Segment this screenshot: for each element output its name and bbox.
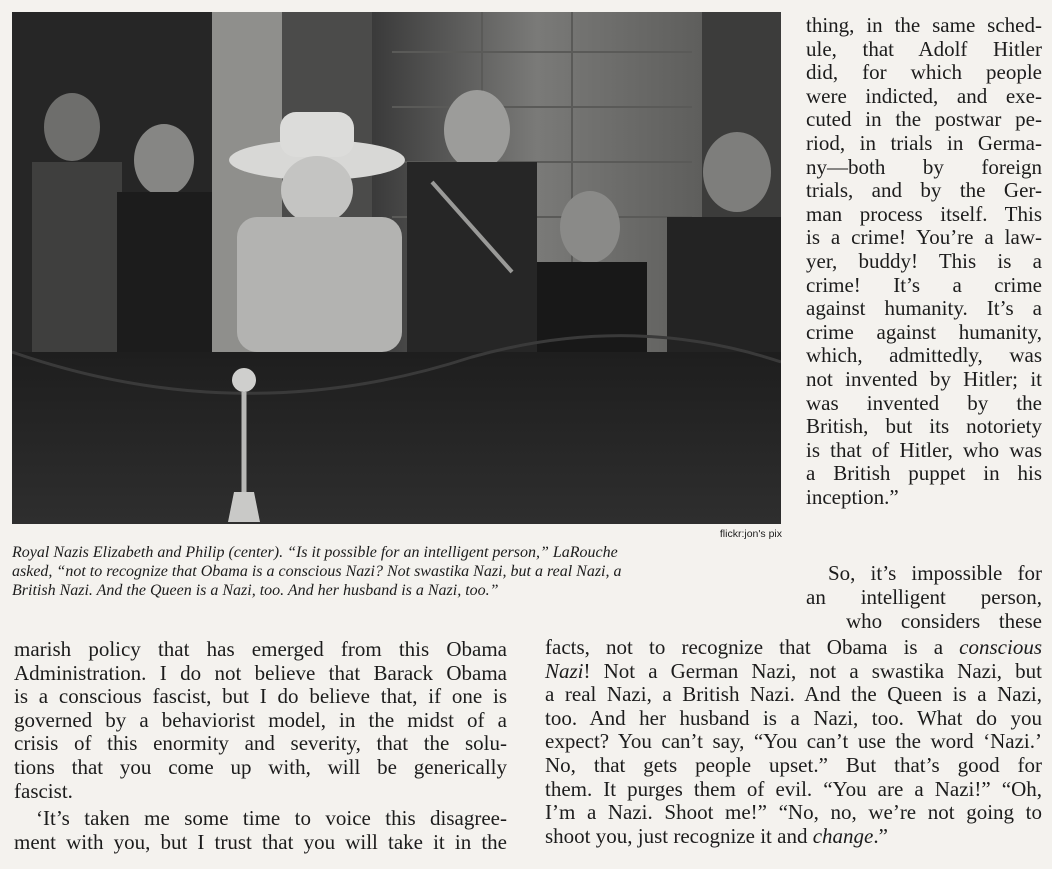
emphasis-text: conscious: [959, 635, 1042, 659]
text-line: ule, that Adolf Hitler: [806, 36, 1042, 61]
balcony-photo: [12, 12, 781, 524]
text-line: an intelligent person,: [806, 585, 1042, 609]
text-line: expect? You can’t say, “You can’t use the word ‘Nazi.’: [545, 729, 1042, 754]
text-line: did, for which people: [806, 60, 1042, 85]
text-line: [545, 636, 1042, 660]
text-line: marish policy that has emerged from this Obama: [14, 637, 507, 661]
text-line: ny—both by foreign: [806, 154, 1042, 179]
photo-credit: flickr:jon's pix: [719, 528, 782, 540]
text-line: crime! It’s a crime: [806, 272, 1042, 297]
photo-caption: [12, 543, 782, 600]
text-line: fascist.: [14, 778, 73, 803]
text-line: I’m a Nazi. Shoot me!” “No, no, we’re not going to: [545, 800, 1042, 825]
text-line: man process itself. This: [806, 201, 1042, 226]
text-line: crisis of this enormity and severity, that the solu-: [14, 731, 507, 756]
right-column-paragraph-2: [806, 561, 1042, 633]
text-line: against humanity. It’s a: [806, 296, 1042, 321]
caption-line: Royal Nazis Elizabeth and Philip (center). “Is it possible for an intelligent person,” LaRouche: [12, 544, 618, 561]
text-line: is that of Hitler, who was: [806, 437, 1042, 462]
text-line: yer, buddy! This is a: [806, 248, 1042, 273]
text-line: riod, in trials in Germa-: [806, 130, 1042, 155]
text-line: them. It purges them of evil. “You are a Nazi!” “Oh,: [545, 776, 1042, 801]
text-line: Administration. I do not believe that Barack Obama: [14, 660, 507, 685]
caption-line: asked, “not to recognize that Obama is a conscious Nazi? Not swastika Nazi, but a real Nazi, a: [12, 563, 622, 580]
text-line: So, it’s impossible for: [828, 561, 1042, 585]
caption-line: British Nazi. And the Queen is a Nazi, too. And her husband is a Nazi, too.”: [12, 582, 499, 599]
text-line: is a conscious fascist, but I do believe that, if one is: [14, 684, 507, 709]
text-line: tions that you come up with, will be generically: [14, 754, 507, 779]
text-run: facts, not to recognize that Obama is a: [545, 635, 960, 659]
text-line: too. And her husband is a Nazi, too. What do you: [545, 705, 1042, 730]
text-line: were indicted, and exe-: [806, 83, 1042, 108]
text-line: ment with you, but I trust that you will take it in the: [14, 829, 507, 854]
text-line: No, that gets people upset.” But that’s good for: [545, 752, 1042, 777]
text-line: ‘It’s taken me some time to voice this disagree-: [36, 806, 507, 831]
text-line: governed by a behaviorist model, in the midst of a: [14, 707, 507, 732]
text-line: cuted in the postwar pe-: [806, 107, 1042, 132]
emphasis-text: change: [812, 823, 874, 848]
text-run: shoot you, just recognize it and: [545, 823, 813, 848]
text-line: was invented by the: [806, 390, 1042, 415]
text-run: .”: [873, 823, 888, 848]
text-line: a real Nazi, a British Nazi. And the Queen is a Nazi,: [545, 682, 1042, 707]
middle-column-text: [545, 636, 1042, 848]
text-line: is a crime! You’re a law-: [806, 225, 1042, 250]
text-line: crime against humanity,: [806, 319, 1042, 344]
emphasis-text: Nazi: [545, 658, 584, 683]
text-line: which, admittedly, was: [806, 343, 1042, 368]
right-column-text: [806, 14, 1042, 509]
text-line: a British puppet in his: [806, 461, 1042, 486]
text-line: British, but its notoriety: [806, 414, 1042, 439]
left-column-text: [14, 638, 507, 854]
text-line: who considers these: [846, 609, 1042, 633]
text-line: [545, 825, 1042, 849]
text-line: thing, in the same sched-: [806, 13, 1042, 37]
balcony-photo-illustration: [12, 12, 781, 524]
text-line: inception.”: [806, 484, 899, 509]
text-line: trials, and by the Ger-: [806, 178, 1042, 203]
text-line: [545, 660, 1042, 684]
text-run: ! Not a German Nazi, not a swastika Nazi, but: [583, 658, 1042, 683]
text-line: not invented by Hitler; it: [806, 366, 1042, 391]
